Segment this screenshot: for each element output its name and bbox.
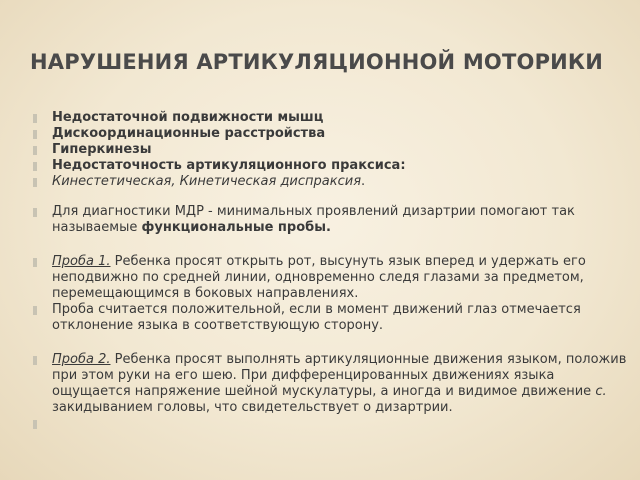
bullet-icon xyxy=(33,178,39,187)
item-text: Недостаточной подвижности мышц xyxy=(52,110,324,125)
slide-content xyxy=(30,110,630,432)
item-text: Ребенка просят открыть рот, высунуть язык вперед и удержать его неподвижно по средней линии, одновременно следя глазами за предметом, перемещающимся в боковых направлениях. xyxy=(52,254,586,301)
bullet-icon xyxy=(33,130,39,139)
item-text: Проба считается положительной, если в момент движений глаз отмечается отклонение языка в соответствующую сторону. xyxy=(52,302,581,333)
item-text: Гиперкинезы xyxy=(52,142,152,157)
bullet-icon xyxy=(33,208,39,217)
bullet-icon xyxy=(33,356,39,365)
item-text-italic: с. xyxy=(595,384,607,399)
bullet-icon xyxy=(33,146,39,155)
list-item-empty xyxy=(30,416,630,432)
list-item xyxy=(30,142,630,158)
list-item xyxy=(30,302,630,334)
item-text: Недостаточность артикуляционного праксиса: xyxy=(52,158,406,173)
item-text: Дискоординационные расстройства xyxy=(52,126,326,141)
list-item xyxy=(30,352,630,416)
item-text: закидыванием головы, что свидетельствует о дизартрии. xyxy=(52,400,453,415)
bullet-icon xyxy=(33,420,39,429)
item-text: Ребенка просят выполнять артикуляционные движения языком, положив при этом руки на его шею. При дифференцированных движениях языка ощущается напряжение шейной мускулатуры, а иногда и видимое движение xyxy=(52,352,627,399)
list-item xyxy=(30,126,630,142)
bullet-icon xyxy=(33,258,39,267)
probe-label: Проба 1. xyxy=(52,254,111,269)
list-item xyxy=(30,254,630,302)
slide-title: НАРУШЕНИЯ АРТИКУЛЯЦИОННОЙ МОТОРИКИ xyxy=(30,50,604,74)
item-text-bold: функциональные пробы. xyxy=(141,220,331,235)
item-text-end: . xyxy=(361,174,366,189)
bullet-icon xyxy=(33,162,39,171)
list-item xyxy=(30,110,630,126)
probe-label: Проба 2. xyxy=(52,352,111,367)
item-text: Для диагностики МДР - минимальных проявлений дизартрии помогают так называемые xyxy=(52,204,575,235)
item-text: Кинестетическая, Кинетическая диспраксия xyxy=(52,174,362,189)
bullet-icon xyxy=(33,306,39,315)
list-item xyxy=(30,174,630,190)
list-item xyxy=(30,204,630,236)
bullet-icon xyxy=(33,114,39,123)
list-item xyxy=(30,158,630,174)
